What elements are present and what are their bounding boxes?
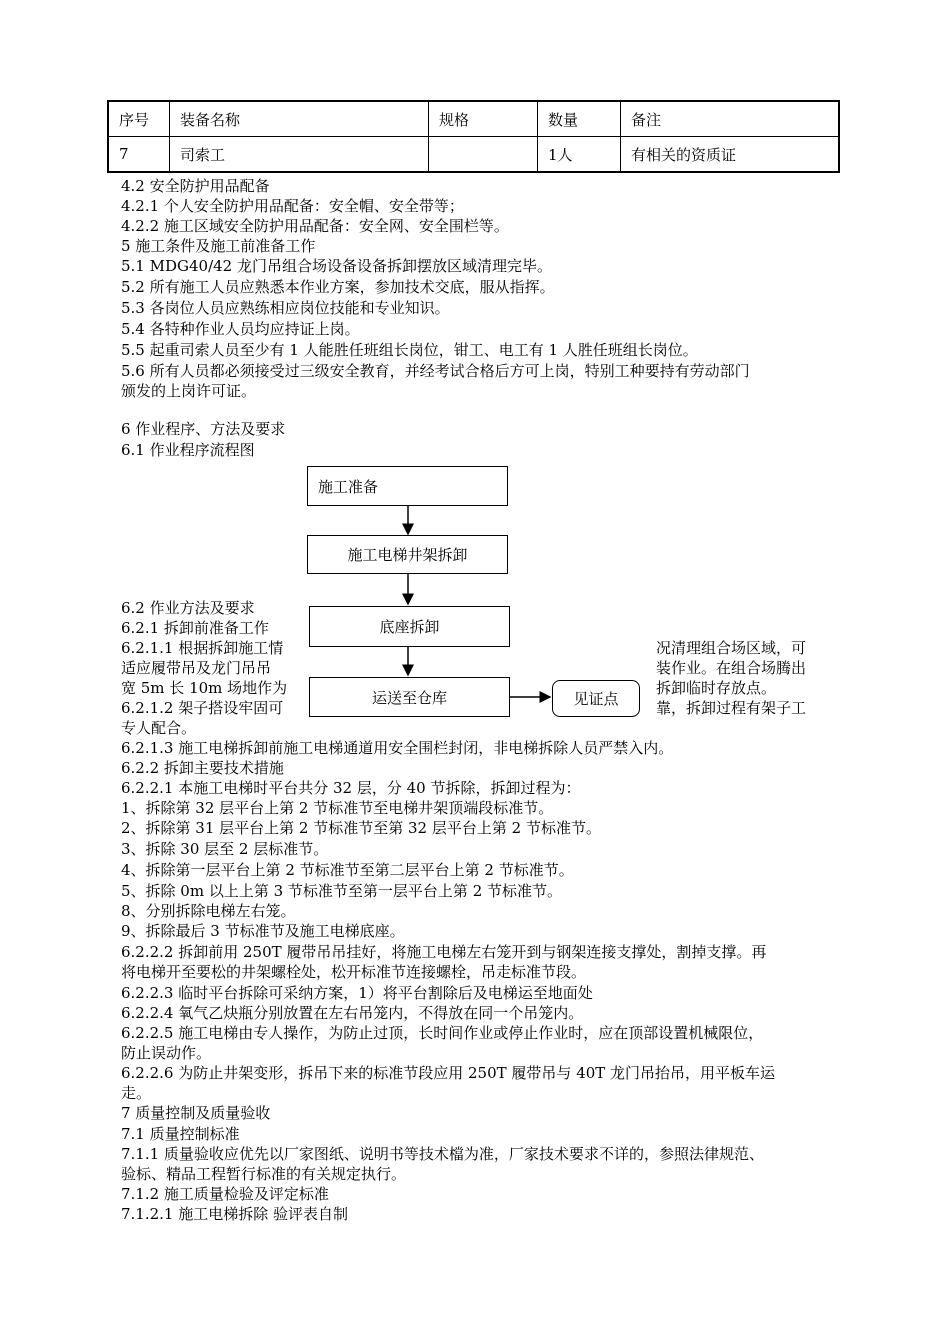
text-line: 5.2 所有施工人员应熟悉本作业方案，参加技术交底，服从指挥。 <box>121 278 555 296</box>
text-line: 宽 5m 长 10m 场地作为 <box>121 679 288 697</box>
text-line: 5.1 MDG40/42 龙门吊组合场设备设备拆卸摆放区域清理完毕。 <box>121 257 552 275</box>
flow-step-hoist-dismantle: 施工电梯井架拆卸 <box>307 535 508 574</box>
text-line: 将电梯开至要松的井架螺栓处，松开标准节连接螺栓，吊走标准节段。 <box>121 963 587 981</box>
text-line: 况清理组合场区域，可 <box>656 639 807 657</box>
flow-step-transport: 运送至仓库 <box>309 677 510 717</box>
header-cell: 备注 <box>621 101 840 137</box>
text-line: 验标、精品工程暂行标准的有关规定执行。 <box>121 1165 407 1183</box>
heading-7: 7 质量控制及质量验收 <box>121 1104 271 1122</box>
flow-step-base-dismantle: 底座拆卸 <box>309 606 510 647</box>
heading-6-1: 6.1 作业程序流程图 <box>121 441 255 459</box>
text-line: 靠，拆卸过程有架子工 <box>656 699 807 717</box>
table-cell: 7 <box>108 137 170 173</box>
list-item: 1、拆除第 32 层平台上第 2 节标准节至电梯井架顶端段标准节。 <box>121 799 554 817</box>
text-line: 6.2.2.3 临时平台拆除可采纳方案，1）将平台割除后及电梯运至地面处 <box>121 984 593 1002</box>
text-line: 7.1.1 质量验收应优先以厂家图纸、说明书等技术檔为准，厂家技术要求不详的，参照法律规范、 <box>121 1145 764 1163</box>
list-item: 9、拆除最后 3 节标准节及施工电梯底座。 <box>121 922 405 940</box>
heading-6: 6 作业程序、方法及要求 <box>121 420 286 438</box>
text-line: 颁发的上岗许可证。 <box>121 382 257 400</box>
header-cell: 规格 <box>429 101 538 137</box>
table-cell: 1人 <box>538 137 621 173</box>
text-line: 防止误动作。 <box>121 1044 212 1062</box>
heading-7-1: 7.1 质量控制标准 <box>121 1125 240 1143</box>
text-line: 6.2.2.4 氧气乙炔瓶分别放置在左右吊笼内，不得放在同一个吊笼内。 <box>121 1004 584 1022</box>
text-line: 专人配合。 <box>121 719 197 737</box>
text-line: 7.1.2.1 施工电梯拆除 验评表自制 <box>121 1205 349 1223</box>
list-item: 3、拆除 30 层至 2 层标准节。 <box>121 840 329 858</box>
list-item: 8、分别拆除电梯左右笼。 <box>121 902 296 920</box>
table-cell: 司索工 <box>170 137 429 173</box>
text-line: 6.2.1.2 架子搭设牢固可 <box>121 699 284 717</box>
heading-6-2: 6.2 作业方法及要求 <box>121 599 255 617</box>
text-line: 5.5 起重司索人员至少有 1 人能胜任班组长岗位，钳工、电工有 1 人胜任班组长岗位。 <box>121 341 698 359</box>
text-line: 5.3 各岗位人员应熟练相应岗位技能和专业知识。 <box>121 299 450 317</box>
text-line: 4.2.2 施工区域安全防护用品配备：安全网、安全围栏等。 <box>121 217 509 235</box>
text-line: 适应履带吊及龙门吊吊 <box>121 659 272 677</box>
text-line: 6.2.2.1 本施工电梯时平台共分 32 层，分 40 节拆除，拆卸过程为： <box>121 779 581 797</box>
text-line: 6.2.2.6 为防止井架变形，拆吊下来的标准节段应用 250T 履带吊与 40T 龙门吊抬吊，用平板车运 <box>121 1064 776 1082</box>
text-line: 6.2.1.1 根据拆卸施工情 <box>121 639 284 657</box>
text-line: 拆卸临时存放点。 <box>656 679 777 697</box>
heading-6-2-1: 6.2.1 拆卸前准备工作 <box>121 619 269 637</box>
header-cell: 装备名称 <box>170 101 429 137</box>
text-line: 6.2.2.2 拆卸前用 250T 履带吊吊挂好，将施工电梯左右笼开到与钢架连接支撑处，割掉支撑。再 <box>121 943 767 961</box>
text-line: 走。 <box>121 1084 152 1102</box>
list-item: 4、拆除第一层平台上第 2 节标准节至第二层平台上第 2 节标准节。 <box>121 861 574 879</box>
text-line: 5.4 各特种作业人员均应持证上岗。 <box>121 320 360 338</box>
heading-5: 5 施工条件及施工前准备工作 <box>121 237 316 255</box>
text-line: 5.6 所有人员都必须接受过三级安全教育，并经考试合格后方可上岗，特别工种要持有劳动部门 <box>121 362 750 380</box>
text-line: 6.2.2.5 施工电梯由专人操作，为防止过顶，长时间作业或停止作业时，应在顶部设置机械限位， <box>121 1024 764 1042</box>
flow-step-prepare: 施工准备 <box>307 466 508 506</box>
table-cell: 有相关的资质证 <box>621 137 840 173</box>
list-item: 5、拆除 0m 以上上第 3 节标准节至第一层平台上第 2 节标准节。 <box>121 882 563 900</box>
heading-4-2: 4.2 安全防护用品配备 <box>121 177 270 195</box>
list-item: 2、拆除第 31 层平台上第 2 节标准节至第 32 层平台上第 2 节标准节。 <box>121 819 601 837</box>
witness-point: 见证点 <box>552 680 640 717</box>
header-cell: 数量 <box>538 101 621 137</box>
header-cell: 序号 <box>108 101 170 137</box>
heading-6-2-2: 6.2.2 拆卸主要技术措施 <box>121 759 284 777</box>
heading-7-1-2: 7.1.2 施工质量检验及评定标准 <box>121 1185 329 1203</box>
text-line: 4.2.1 个人安全防护用品配备：安全帽、安全带等； <box>121 197 464 215</box>
text-line: 装作业。在组合场腾出 <box>656 659 807 677</box>
text-line: 6.2.1.3 施工电梯拆卸前施工电梯通道用安全围栏封闭，非电梯拆除人员严禁入内。 <box>121 739 674 757</box>
